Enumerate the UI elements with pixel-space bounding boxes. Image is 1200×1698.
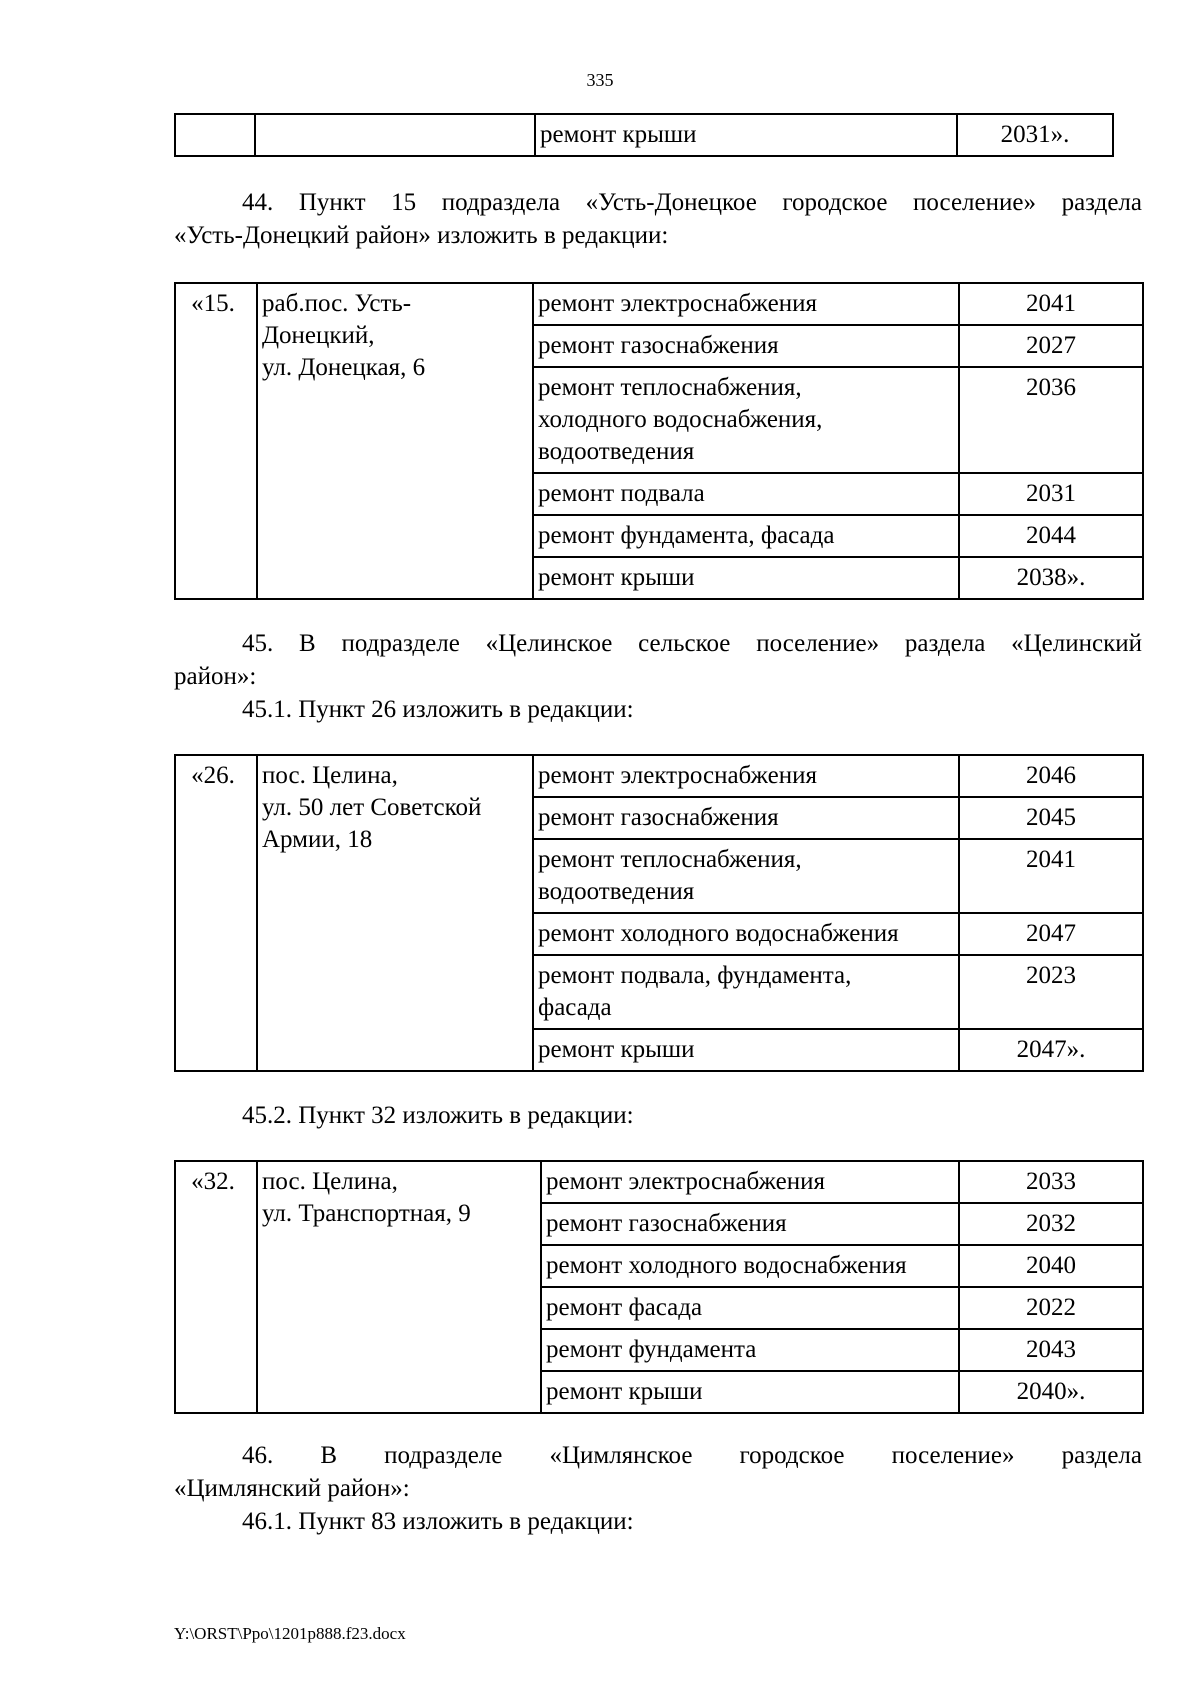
address-line: ул. Донецкая, 6: [262, 354, 426, 381]
work-line: ремонт фасада: [546, 1294, 703, 1321]
work-cell: [533, 1029, 959, 1071]
work-cell: [533, 283, 959, 325]
paragraph-45-2: 45.2. Пункт 32 изложить в редакции:: [242, 1102, 634, 1129]
work-cell: [533, 755, 959, 797]
footer-file-path: Y:\ORST\Ppo\1201p888.f23.docx: [174, 1624, 406, 1643]
work-line: ремонт крыши: [538, 564, 695, 591]
work-line: ремонт теплоснабжения,: [538, 374, 802, 401]
work-line: водоотведения: [538, 878, 695, 905]
work-cell: [533, 515, 959, 557]
item-number-cell: «32.: [175, 1161, 257, 1413]
paragraph-45-1: 45.1. Пункт 26 изложить в редакции:: [242, 696, 634, 723]
work-line: ремонт подвала, фундамента,: [538, 962, 852, 989]
work-line: ремонт фундамента, фасада: [538, 522, 835, 549]
year-cell: 2022: [959, 1287, 1143, 1329]
year-cell: 2041: [959, 839, 1143, 913]
work-cell: [533, 839, 959, 913]
address-line: ул. Транспортная, 9: [262, 1200, 471, 1227]
paragraph-45-line1: 45. В подразделе «Целинское сельское поселение» раздела «Целинский: [242, 630, 1142, 657]
work-line: ремонт холодного водоснабжения: [538, 920, 899, 947]
work-cell: [533, 325, 959, 367]
year-cell: 2031».: [957, 114, 1113, 156]
table-item-32: [174, 1160, 1144, 1414]
address-line: Донецкий,: [262, 322, 375, 349]
table-continuation: [174, 113, 1114, 157]
work-cell: [533, 557, 959, 599]
year-cell: 2044: [959, 515, 1143, 557]
year-cell: 2027: [959, 325, 1143, 367]
paragraph-46-1: 46.1. Пункт 83 изложить в редакции:: [242, 1508, 634, 1535]
year-cell: 2045: [959, 797, 1143, 839]
work-line: ремонт газоснабжения: [538, 332, 779, 359]
address-line: ул. 50 лет Советской: [262, 794, 482, 821]
work-cell: [541, 1245, 959, 1287]
work-cell: [533, 955, 959, 1029]
table-row: [175, 1161, 1143, 1203]
year-cell: 2023: [959, 955, 1143, 1029]
work-line: ремонт крыши: [546, 1378, 703, 1405]
work-line: ремонт теплоснабжения,: [538, 846, 802, 873]
work-line: ремонт фундамента: [546, 1336, 757, 1363]
address-line: пос. Целина,: [262, 1168, 398, 1195]
page-number: 335: [586, 70, 614, 90]
year-cell: 2047».: [959, 1029, 1143, 1071]
year-cell: 2040: [959, 1245, 1143, 1287]
table-item-15: [174, 282, 1144, 600]
work-cell: [541, 1287, 959, 1329]
work-line: ремонт подвала: [538, 480, 705, 507]
work-cell: [533, 797, 959, 839]
work-line: ремонт электроснабжения: [538, 290, 817, 317]
work-cell: [541, 1329, 959, 1371]
work-line: фасада: [538, 994, 612, 1021]
paragraph-46-line1: 46. В подразделе «Цимлянское городское поселение» раздела: [242, 1442, 1142, 1469]
table-row: [175, 755, 1143, 797]
work-cell: [533, 473, 959, 515]
address-cell: [257, 755, 533, 1071]
year-cell: 2033: [959, 1161, 1143, 1203]
year-cell: 2038».: [959, 557, 1143, 599]
paragraph-46-line2: «Цимлянский район»:: [174, 1475, 410, 1502]
year-cell: 2047: [959, 913, 1143, 955]
address-cell: [255, 114, 535, 156]
work-line: водоотведения: [538, 438, 695, 465]
work-line: ремонт газоснабжения: [546, 1210, 787, 1237]
paragraph-44-line1: 44. Пункт 15 подраздела «Усть-Донецкое городское поселение» раздела: [242, 189, 1142, 216]
year-cell: 2046: [959, 755, 1143, 797]
work-cell: [533, 913, 959, 955]
year-cell: 2031: [959, 473, 1143, 515]
work-line: ремонт электроснабжения: [538, 762, 817, 789]
year-cell: 2032: [959, 1203, 1143, 1245]
address-line: раб.пос. Усть-: [262, 290, 412, 317]
paragraph-44-line2: «Усть-Донецкий район» изложить в редакции:: [174, 222, 669, 249]
work-cell: [541, 1161, 959, 1203]
table-row: [175, 283, 1143, 325]
table-row: [175, 114, 1113, 156]
year-cell: 2041: [959, 283, 1143, 325]
work-cell: [541, 1203, 959, 1245]
work-line: ремонт газоснабжения: [538, 804, 779, 831]
table-item-26: [174, 754, 1144, 1072]
item-number-cell: «15.: [175, 283, 257, 599]
year-cell: 2036: [959, 367, 1143, 473]
address-cell: [257, 1161, 541, 1413]
address-line: пос. Целина,: [262, 762, 398, 789]
year-cell: 2040».: [959, 1371, 1143, 1413]
work-cell: [541, 1371, 959, 1413]
work-cell: [533, 367, 959, 473]
address-cell: [257, 283, 533, 599]
work-line: ремонт электроснабжения: [546, 1168, 825, 1195]
address-line: Армии, 18: [262, 826, 373, 853]
year-cell: 2043: [959, 1329, 1143, 1371]
work-line: холодного водоснабжения,: [538, 406, 823, 433]
work-line: ремонт холодного водоснабжения: [546, 1252, 907, 1279]
work-cell: ремонт крыши: [535, 114, 957, 156]
item-number-cell: [175, 114, 255, 156]
paragraph-45-line2: район»:: [174, 663, 257, 690]
item-number-cell: «26.: [175, 755, 257, 1071]
work-line: ремонт крыши: [538, 1036, 695, 1063]
